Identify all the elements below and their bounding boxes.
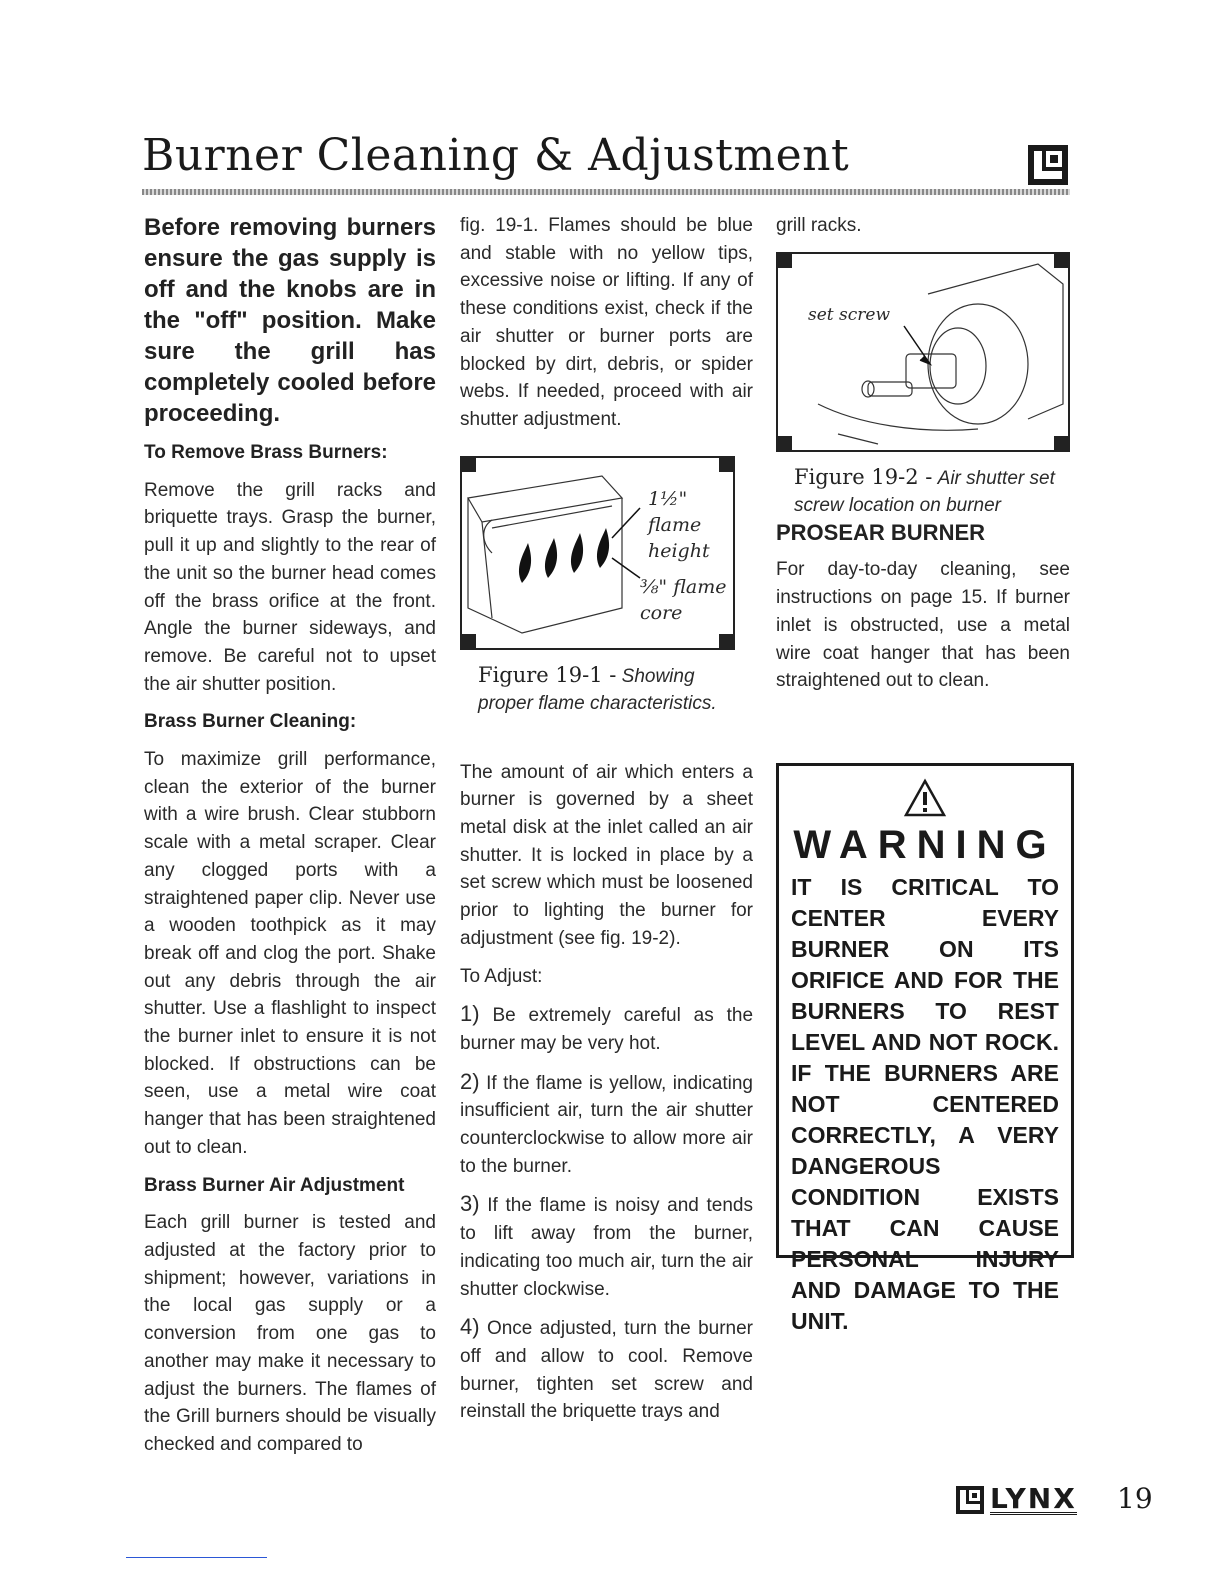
- to-adjust-label: To Adjust:: [460, 965, 543, 987]
- heading-remove-brass-burners: To Remove Brass Burners:: [144, 442, 388, 463]
- label-set-screw: set screw: [808, 304, 891, 325]
- figure-19-2: [776, 252, 1070, 452]
- figure-19-1-label: Figure 19-1 -: [478, 662, 617, 687]
- step-2: 2) If the flame is yellow, indicating insufficient air, turn the air shutter counterclockwise to allow more air to the burner.: [460, 1068, 753, 1177]
- paragraph-remove: Remove the grill racks and briquette trays. Grasp the burner, pull it up and slightly to the rear of the unit so the burner head comes off the brass orifice at the front. Angle the burner sideways, and remove. Be careful not to upset the air shutter position.: [144, 479, 436, 695]
- figure-19-1-text-2: proper flame characteristics.: [478, 692, 717, 714]
- air-shutter-illustration: [778, 254, 1068, 450]
- warning-text: IT IS CRITICAL TO CENTER EVERY BURNER ON ITS ORIFICE AND FOR THE BURNERS TO REST LEVEL AND NOT ROCK. IF THE BURNERS ARE NOT CENTERED CORRECTLY, A VERY DANGEROUS CONDITION EXISTS THAT CAN CAUSE PERSONAL INJURY AND DAMAGE TO THE UNIT.: [791, 874, 1059, 1334]
- footer-brand: [956, 1481, 1077, 1516]
- safety-lead: Before removing burners ensure the gas supply is off and the knobs are in the "off" position. Make sure the grill has completely cooled before proceeding.: [144, 214, 436, 427]
- paragraph-grill-racks: grill racks.: [776, 215, 862, 236]
- label-flame-core-2: core: [640, 601, 683, 624]
- title-divider: [142, 189, 1070, 195]
- heading-prosear-burner: PROSEAR BURNER: [776, 519, 986, 545]
- label-flame-height-2: height: [648, 539, 710, 562]
- label-flame-core-1: ⅜" flame: [640, 575, 727, 598]
- paragraph-air-shutter: The amount of air which enters a burner is governed by a sheet metal disk at the inlet called an air shutter. It is locked in place by a set screw which must be loosened prior to lighting the burner for adjustment (see fig. 19-2).: [460, 761, 753, 949]
- footer-link-rule: [126, 1557, 267, 1558]
- figure-19-2-label: Figure 19-2 -: [794, 464, 933, 489]
- step-4: 4) Once adjusted, turn the burner off and allow to cool. Remove burner, tighten set screw and reinstall the briquette trays and: [460, 1314, 754, 1423]
- heading-brass-burner-cleaning: Brass Burner Cleaning:: [144, 711, 357, 733]
- figure-19-1-text-1: Showing: [621, 665, 695, 687]
- paragraph-air-adjustment: Each grill burner is tested and adjusted at the factory prior to shipment; however, variations in the local gas supply or a conversion from one gas to another may make it necessary to adjust the burners. The flames of the Grill burners should be visually checked and compared to: [144, 1212, 436, 1455]
- step-1: 1) Be extremely careful as the burner may be very hot.: [460, 1001, 754, 1054]
- warning-box: [776, 763, 1074, 1334]
- page-number: 19: [1117, 1482, 1153, 1515]
- column-3: [776, 212, 1070, 705]
- warning-title: WARNING: [793, 823, 1057, 867]
- warning-triangle-icon: [779, 778, 1071, 823]
- label-flame-height-1: 1½" flame: [648, 487, 702, 536]
- paragraph-cleaning: To maximize grill performance, clean the exterior of the burner with a wire brush. Clear stubborn scale with a metal scraper. Clear any clogged ports with a straightened paper clip. Never use a wooden toothpick as it may break off and clog the port. Shake out any debris through the air shutter. Use a flashlight to inspect the burner inlet to ensure it is not blocked. If obstructions can be seen, use a metal wire coat hanger that has been straightened out to clean.: [144, 749, 436, 1158]
- figure-19-1-caption: [478, 662, 753, 717]
- lynx-logo-icon: [1028, 145, 1068, 185]
- heading-air-adjustment: Brass Burner Air Adjustment: [144, 1174, 405, 1196]
- figure-19-2-text-2: screw location on burner: [794, 494, 1001, 516]
- lynx-footer-logo-icon: [956, 1486, 984, 1514]
- column-1: [144, 212, 436, 1469]
- column-2: [460, 212, 753, 1436]
- paragraph-prosear: For day-to-day cleaning, see instructions on page 15. If burner inlet is obstructed, use a metal wire coat hanger that has been straightened out to clean.: [776, 559, 1070, 692]
- paragraph-flame-check: fig. 19-1. Flames should be blue and stable with no yellow tips, excessive noise or lifting. If any of these conditions exist, check if the air shutter or burner ports are blocked by dirt, debris, or spider webs. If needed, proceed with air shutter adjustment.: [460, 215, 753, 430]
- page-title: Burner Cleaning & Adjustment: [142, 130, 850, 181]
- brand-name: LYNX: [990, 1481, 1077, 1515]
- step-3: 3) If the flame is noisy and tends to lift away from the burner, indicating too much air, turn the air shutter clockwise.: [460, 1191, 753, 1300]
- figure-19-2-text-1: Air shutter set: [937, 467, 1055, 489]
- figure-19-2-caption: [794, 464, 1070, 519]
- figure-19-1: [460, 456, 735, 650]
